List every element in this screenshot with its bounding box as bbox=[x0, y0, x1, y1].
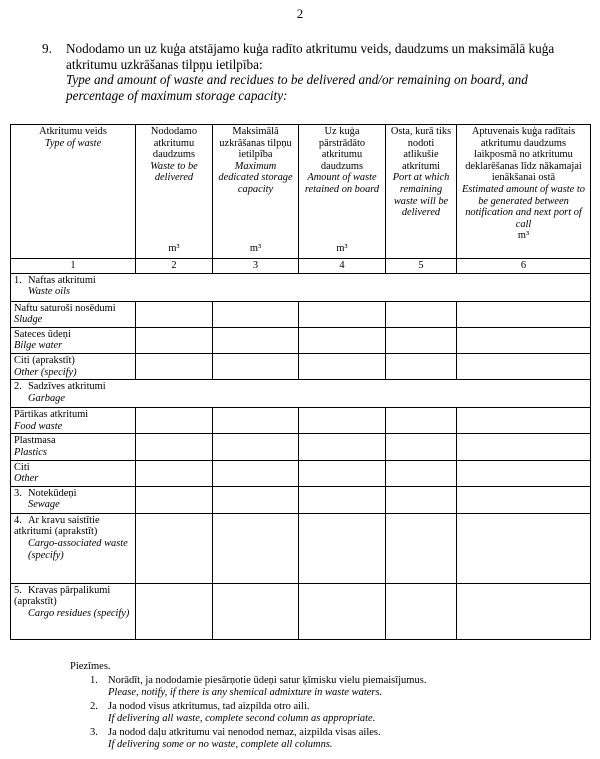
table-row bbox=[11, 513, 591, 583]
entry-cell[interactable] bbox=[136, 408, 213, 434]
entry-cell[interactable] bbox=[386, 434, 457, 460]
entry-cell[interactable] bbox=[386, 460, 457, 486]
entry-cell[interactable] bbox=[213, 583, 299, 639]
column-number: 2 bbox=[136, 259, 213, 274]
entry-cell[interactable] bbox=[299, 460, 386, 486]
column-header: Atkritumu veids Type of waste bbox=[11, 125, 136, 259]
notes bbox=[70, 661, 590, 753]
note-item: 1. Norādīt, ja nododamie piesārņotie ūdeņi satur ķīmisku vielu piemaisījumus. Please, notify, if there is any shemical admixture in waste waters. bbox=[90, 675, 427, 698]
entry-cell[interactable] bbox=[457, 353, 591, 379]
column-unit: m³ bbox=[336, 243, 348, 255]
column-number-row bbox=[11, 259, 591, 274]
waste-type-cell: Sateces ūdeņi Bilge water bbox=[11, 327, 136, 353]
entry-cell[interactable] bbox=[386, 408, 457, 434]
entry-cell[interactable] bbox=[299, 353, 386, 379]
entry-cell[interactable] bbox=[213, 434, 299, 460]
entry-cell[interactable] bbox=[386, 513, 457, 583]
entry-cell[interactable] bbox=[386, 353, 457, 379]
entry-cell[interactable] bbox=[213, 353, 299, 379]
entry-cell[interactable] bbox=[299, 486, 386, 513]
entry-cell[interactable] bbox=[213, 513, 299, 583]
column-number: 1 bbox=[11, 259, 136, 274]
entry-cell[interactable] bbox=[457, 327, 591, 353]
note-item: 3. Ja nodod daļu atkritumu vai nenodod nemaz, aizpilda visas ailes. If delivering some or no waste, complete all columns. bbox=[90, 727, 381, 750]
section-title-lv: Nododamo un uz kuģa atstājamo kuģa radīto atkritumu veids, daudzums un maksimālā kuģa atkritumu uzkrāšanas tilpņu ietilpība: bbox=[66, 41, 555, 72]
entry-cell[interactable] bbox=[213, 327, 299, 353]
column-number: 3 bbox=[213, 259, 299, 274]
note-item: 2. Ja nodod visus atkritumus, tad aizpilda otro aili. If delivering all waste, complete second column as appropriate. bbox=[90, 701, 376, 724]
waste-type-cell: Pārtikas atkritumi Food waste bbox=[11, 408, 136, 434]
entry-cell[interactable] bbox=[299, 408, 386, 434]
column-number: 5 bbox=[386, 259, 457, 274]
waste-type-cell: Citi (aprakstīt) Other (specify) bbox=[11, 353, 136, 379]
waste-type-cell: 4. Ar kravu saistītie atkritumi (aprakstīt) Cargo-associated waste (specify) bbox=[11, 513, 136, 583]
notes-title: Piezīmes. bbox=[70, 661, 111, 672]
section-title-en: Type and amount of waste and recidues to be delivered and/or remaining on board, and percentage of maximum storage capacity: bbox=[66, 72, 528, 103]
entry-cell[interactable] bbox=[213, 460, 299, 486]
entry-cell[interactable] bbox=[457, 513, 591, 583]
entry-cell[interactable] bbox=[299, 301, 386, 327]
entry-cell[interactable] bbox=[457, 583, 591, 639]
entry-cell[interactable] bbox=[457, 408, 591, 434]
waste-type-cell: Naftu saturoši nosēdumi Sludge bbox=[11, 301, 136, 327]
column-header: Nododamo atkritumu daudzums Waste to be delivered m³ bbox=[136, 125, 213, 259]
waste-type-cell: Citi Other bbox=[11, 460, 136, 486]
entry-cell[interactable] bbox=[136, 513, 213, 583]
entry-cell[interactable] bbox=[136, 301, 213, 327]
waste-category-cell: 1. Naftas atkritumi Waste oils bbox=[11, 273, 591, 301]
entry-cell[interactable] bbox=[386, 327, 457, 353]
table-row bbox=[11, 273, 591, 301]
table-row bbox=[11, 327, 591, 353]
entry-cell[interactable] bbox=[457, 460, 591, 486]
column-unit: m³ bbox=[517, 230, 530, 242]
table-row bbox=[11, 408, 591, 434]
column-header: Maksimālā uzkrāšanas tilpņu ietilpība Maximum dedicated storage capacity m³ bbox=[213, 125, 299, 259]
entry-cell[interactable] bbox=[386, 301, 457, 327]
waste-table bbox=[10, 124, 591, 640]
entry-cell[interactable] bbox=[136, 327, 213, 353]
entry-cell[interactable] bbox=[213, 408, 299, 434]
page-number: 2 bbox=[296, 6, 304, 21]
section-number: 9. bbox=[42, 41, 52, 56]
entry-cell[interactable] bbox=[213, 486, 299, 513]
entry-cell[interactable] bbox=[457, 301, 591, 327]
entry-cell[interactable] bbox=[386, 583, 457, 639]
table-header-row bbox=[11, 125, 591, 259]
waste-type-cell: Plastmasa Plastics bbox=[11, 434, 136, 460]
entry-cell[interactable] bbox=[386, 486, 457, 513]
table-row bbox=[11, 380, 591, 408]
column-header: Aptuvenais kuģa radītais atkritumu daudzums laikposmā no atkritumu deklarēšanas līdz nākamajai ienākšanai ostā Estimated amount of waste to be generated between notification and next port of call m³ bbox=[457, 125, 591, 259]
entry-cell[interactable] bbox=[299, 583, 386, 639]
table-row bbox=[11, 301, 591, 327]
entry-cell[interactable] bbox=[457, 434, 591, 460]
entry-cell[interactable] bbox=[457, 486, 591, 513]
waste-category-cell: 2. Sadzīves atkritumi Garbage bbox=[11, 380, 591, 408]
entry-cell[interactable] bbox=[136, 583, 213, 639]
column-header: Osta, kurā tiks nodoti atlikušie atkritumi Port at which remaining waste will be delivered bbox=[386, 125, 457, 259]
entry-cell[interactable] bbox=[299, 513, 386, 583]
entry-cell[interactable] bbox=[136, 460, 213, 486]
entry-cell[interactable] bbox=[299, 327, 386, 353]
waste-type-cell: 5. Kravas pārpalikumi (aprakstīt) Cargo residues (specify) bbox=[11, 583, 136, 639]
column-number: 6 bbox=[457, 259, 591, 274]
entry-cell[interactable] bbox=[213, 301, 299, 327]
column-unit: m³ bbox=[249, 243, 262, 255]
entry-cell[interactable] bbox=[136, 434, 213, 460]
column-header: Uz kuģa pārstrādāto atkritumu daudzums Amount of waste retained on board m³ bbox=[299, 125, 386, 259]
table-row bbox=[11, 434, 591, 460]
entry-cell[interactable] bbox=[299, 434, 386, 460]
entry-cell[interactable] bbox=[136, 353, 213, 379]
table-row bbox=[11, 486, 591, 513]
entry-cell[interactable] bbox=[136, 486, 213, 513]
waste-type-cell: 3. Notekūdeņi Sewage bbox=[11, 486, 136, 513]
section-heading bbox=[42, 41, 582, 103]
table-row bbox=[11, 460, 591, 486]
table-row bbox=[11, 353, 591, 379]
column-unit: m³ bbox=[168, 243, 180, 255]
table-row bbox=[11, 583, 591, 639]
column-number: 4 bbox=[299, 259, 386, 274]
